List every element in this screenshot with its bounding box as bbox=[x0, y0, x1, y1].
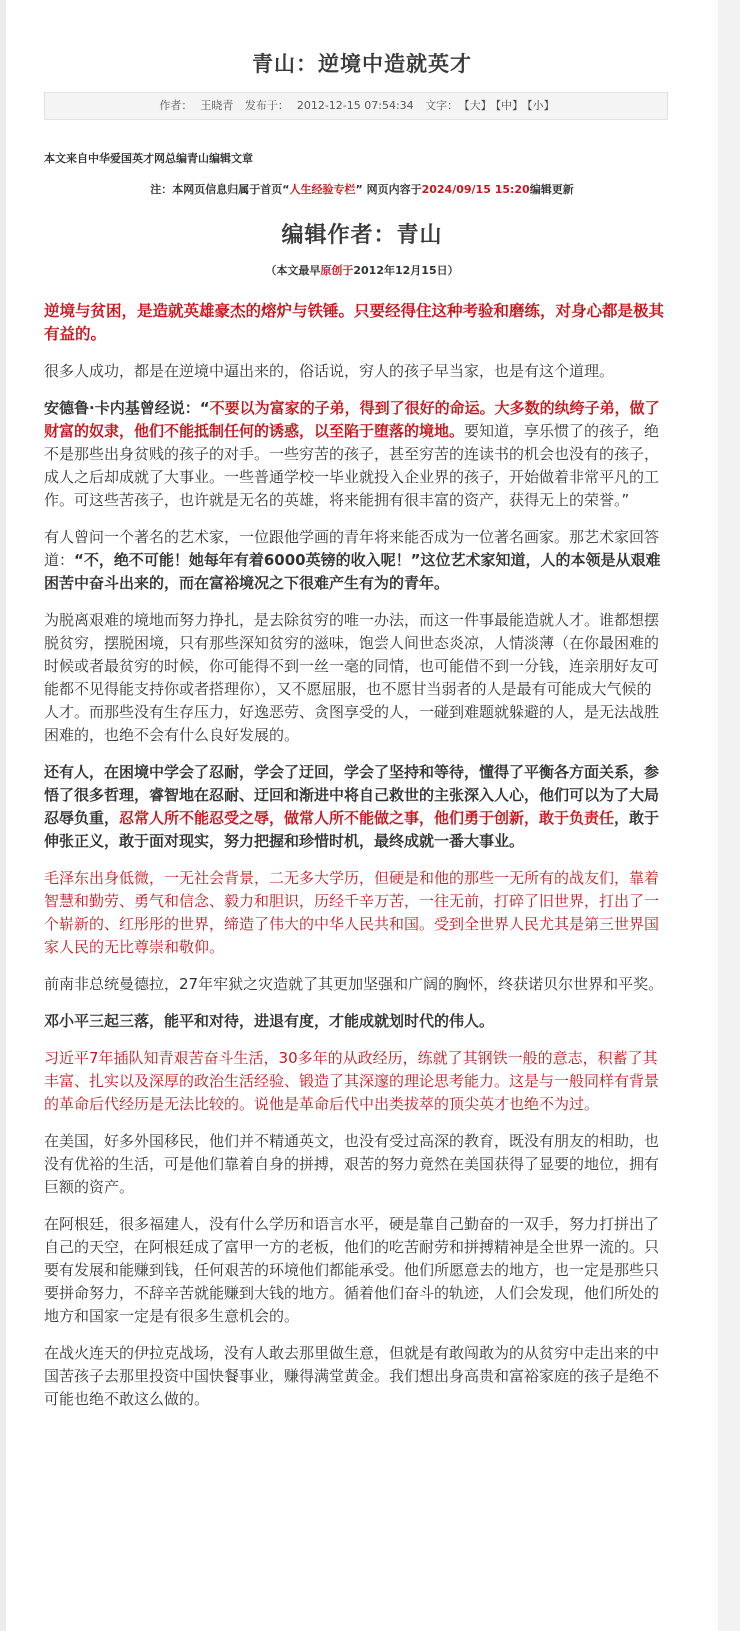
note-datetime: 2024/09/15 15:20 bbox=[421, 183, 530, 196]
paragraph-6 bbox=[44, 761, 666, 853]
font-size-small-button[interactable]: 【小】 bbox=[527, 99, 555, 112]
author-label: 作者： bbox=[159, 99, 193, 112]
note-prefix: 注：本网页信息归属于首页“ bbox=[150, 183, 290, 196]
editor-heading: 编辑作者：青山 bbox=[281, 223, 443, 248]
paragraph-7: 毛泽东出身低微，一无社会背景，二无多大学历，但硬是和他的那些一无所有的战友们，靠着智慧和勤劳、勇气和信念、毅力和胆识，历经千辛万苦，一往无前，打碎了旧世界，打出了一个崭新的、红彤彤的世界，缔造了伟大的中华人民共和国。受到全世界人民尤其是第三世界国家人民的无比尊崇和敬仰。 bbox=[44, 869, 660, 956]
article-page bbox=[6, 0, 718, 1631]
note-middle: ” 网页内容于 bbox=[355, 183, 422, 196]
note-column-link[interactable]: 人生经验专栏 bbox=[289, 183, 356, 196]
paragraph-4 bbox=[44, 526, 666, 595]
orig-prefix: （本文最早 bbox=[265, 264, 321, 277]
paragraph-12: 在阿根廷，很多福建人，没有什么学历和语言水平，硬是靠自己勤奋的一双手，努力打拼出了自己的天空，在阿根廷成了富甲一方的老板，他们的吃苦耐劳和拼搏精神是全世界一流的。只要有发展和能赚到钱，任何艰苦的环境他们都能承受。他们所愿意去的地方，也一定是那些只要拼命努力，不辞辛苦就能赚到大钱的地方。循着他们奋斗的轨迹，人们会发现，他们所处的地方和国家一定是有很多生意机会的。 bbox=[44, 1215, 660, 1325]
p3-rest: 要知道，享乐惯了的孩子，绝不是那些出身贫贱的孩子的对手。一些穷苦的孩子，甚至穷苦的连读书的机会也没有的孩子，成人之后却成就了大事业。一些普通学校一毕业就投入企业界的孩子，开始做着非常平凡的工作。可这些苦孩子，也许就是无名的英雄，将来能拥有很丰富的资产，获得无上的荣誉。” bbox=[44, 422, 660, 509]
note-suffix: 编辑更新 bbox=[529, 183, 574, 196]
paragraph-1: 逆境与贫困，是造就英雄豪杰的熔炉与铁锤。只要经得住这种考验和磨练，对身心都是极其有益的。 bbox=[44, 302, 665, 343]
paragraph-10: 习近平7年插队知青艰苦奋斗生活，30多年的从政经历，练就了其钢铁一般的意志，积蓄了其丰富、扎实以及深厚的政治生活经验、锻造了其深邃的理论思考能力。这是与一般同样有背景的革命后代经历是无法比较的。说他是革命后代中出类拔萃的顶尖英才也绝不为过。 bbox=[44, 1049, 660, 1113]
font-size-large-button[interactable]: 【大】 bbox=[464, 99, 492, 112]
original-date-note bbox=[6, 262, 718, 278]
source-line: 本文来自中华爱国英才网总编青山编辑文章 bbox=[44, 152, 253, 165]
date-label: 发布于： bbox=[244, 99, 289, 112]
p3-intro: 安德鲁·卡内基曾经说：“ bbox=[44, 399, 210, 417]
p3-quote-highlight: 不要以为富家的子弟，得到了很好的命运。大多数的纨绔子弟，做了财富的奴隶，他们不能抵制任何的诱惑，以至陷于堕落的境地。 bbox=[44, 399, 660, 440]
paragraph-3 bbox=[44, 397, 666, 512]
p4-quote: “不，绝不可能！她每年有着6000英镑的收入呢！”这位艺术家知道，人的本领是从艰难困苦中奋斗出来的，而在富裕境况之下很难产生有为的青年。 bbox=[44, 551, 661, 592]
publish-date: 2012-12-15 07:54:34 bbox=[296, 99, 414, 112]
paragraph-2: 很多人成功，都是在逆境中逼出来的，俗话说，穷人的孩子早当家，也是有这个道理。 bbox=[44, 362, 615, 380]
orig-word: 原创于 bbox=[320, 264, 354, 277]
article-body bbox=[44, 300, 666, 1425]
p6-highlight: 忍常人所不能忍受之辱，做常人所不能做之事，他们勇于创新，敢于负责任 bbox=[119, 809, 615, 827]
p6-part-c: ，敢于伸张正义，敢于面对现实，努力把握和珍惜时机，最终成就一番大事业。 bbox=[44, 809, 660, 850]
paragraph-5: 为脱离艰难的境地而努力挣扎，是去除贫穷的唯一办法，而这一件事最能造就人才。谁都想摆脱贫穷，摆脱困境，只有那些深知贫穷的滋味，饱尝人间世态炎凉，人情淡薄（在你最困难的时候或者最贫穷的时候，你可能得不到一丝一毫的同情，也可能借不到一分钱，连亲朋好友可能都不见得能支持你或者搭理你），又不愿屈服，也不愿甘当弱者的人是最有可能成大气候的人才。而那些没有生存压力，好逸恶劳、贪图享受的人，一碰到难题就躲避的人，是无法战胜困难的，也绝不会有什么良好发展的。 bbox=[44, 611, 660, 744]
paragraph-9: 邓小平三起三落，能平和对待，进退有度，才能成就划时代的伟人。 bbox=[44, 1012, 495, 1030]
update-note bbox=[6, 181, 718, 197]
orig-suffix: 2012年12月15日） bbox=[353, 264, 459, 277]
paragraph-8: 前南非总统曼德拉，27年牢狱之灾造就了其更加坚强和广阔的胸怀，终获诺贝尔世界和平奖。 bbox=[44, 975, 664, 993]
right-margin bbox=[718, 0, 740, 1631]
paragraph-11: 在美国，好多外国移民，他们并不精通英文，也没有受过高深的教育，既没有朋友的相助，也没有优裕的生活，可是他们靠着自身的拼搏，艰苦的努力竟然在美国获得了显要的地位，拥有巨额的资产。 bbox=[44, 1132, 660, 1196]
p6-part-a: 还有人，在困境中学会了忍耐，学会了迂回，学会了坚持和等待，懂得了平衡各方面关系，参悟了很多哲理，睿智地在忍耐、迂回和渐进中将自己救世的主张深入人心，他们可以为了大局忍辱负重， bbox=[44, 763, 660, 827]
article-meta-bar bbox=[44, 92, 668, 120]
author-name: 王晓青 bbox=[200, 99, 234, 112]
font-size-medium-button[interactable]: 【中】 bbox=[495, 99, 524, 112]
page-title: 青山：逆境中造就英才 bbox=[252, 52, 472, 76]
font-size-label: 文字： bbox=[425, 99, 459, 112]
p4-intro: 有人曾问一个著名的艺术家，一位跟他学画的青年将来能否成为一位著名画家。那艺术家回答道： bbox=[44, 528, 660, 569]
paragraph-13: 在战火连天的伊拉克战场，没有人敢去那里做生意，但就是有敢闯敢为的从贫穷中走出来的中国苦孩子去那里投资中国快餐事业，赚得满堂黄金。我们想出身高贵和富裕家庭的孩子是绝不可能也绝不敢这么做的。 bbox=[44, 1344, 660, 1408]
